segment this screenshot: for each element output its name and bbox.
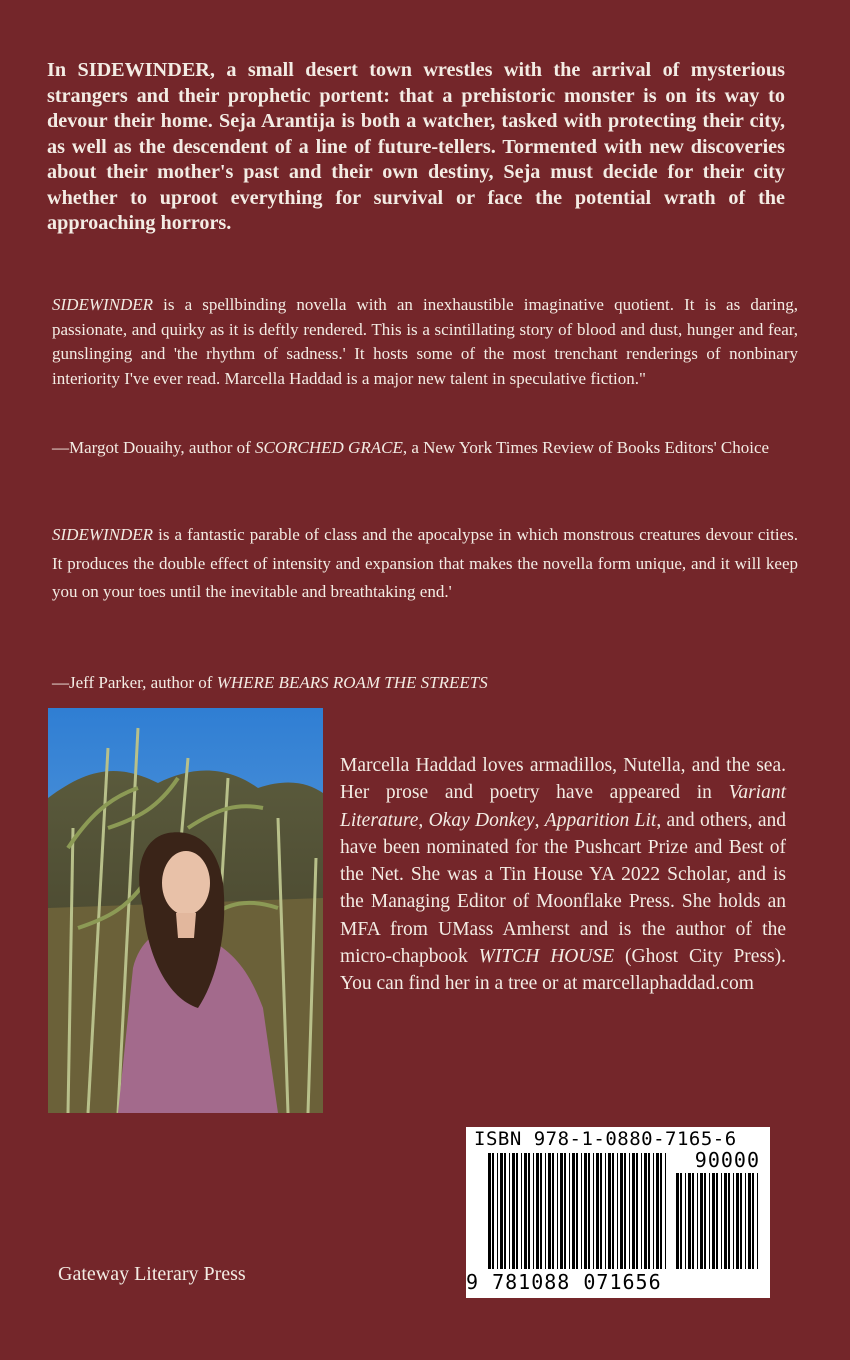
price-code: 90000 xyxy=(694,1148,760,1172)
quote-1-book-title: SIDEWINDER xyxy=(52,295,154,314)
quote-2-book-title: SIDEWINDER xyxy=(52,525,154,544)
author-photo xyxy=(48,708,323,1113)
review-quote-2 xyxy=(52,521,798,607)
bio-text-2: , xyxy=(418,809,429,831)
bio-publication-1: Variant Literature xyxy=(340,782,786,831)
quote-1-text: is a spellbinding novella with an inexhaustible imaginative quotient. It is as daring, passionate, and quirky as it is deftly rendered. This is a scintillating story of blood and dust, hunger and fear, gunslinging and 'the rhythm of sadness.' It hosts some of the most trenchant renderings of nonbinary interiority I've ever read. Marcella Haddad is a major new talent in speculative fiction." xyxy=(52,295,798,388)
bio-chapbook-title: WITCH HOUSE xyxy=(478,946,615,968)
attribution-2-title: WHERE BEARS ROAM THE STREETS xyxy=(216,673,488,692)
attribution-2-prefix: —Jeff Parker, author of xyxy=(52,673,217,692)
bio-text-3: , xyxy=(534,809,545,831)
isbn-barcode xyxy=(466,1127,770,1298)
back-cover-blurb: In SIDEWINDER, a small desert town wrestles with the arrival of mysterious strangers and their prophetic portent: that a prehistoric monster is on its way to devour their home. Seja Arantija is both a watcher, tasked with protecting their city, as well as the descendent of a line of future-tellers. Tormented with new discoveries about their mother's past and their own destiny, Seja must decide for their city whether to uproot everything for survival or face the potential wrath of the approaching horrors. xyxy=(47,59,785,234)
bio-publication-2: Okay Donkey xyxy=(428,809,535,831)
review-attribution-1 xyxy=(52,436,798,461)
author-bio xyxy=(340,752,786,998)
bio-text-1: Marcella Haddad loves armadillos, Nutella, and the sea. Her prose and poetry have appeared in xyxy=(340,755,786,804)
attribution-1-prefix: —Margot Douaihy, author of xyxy=(52,438,256,457)
bio-text-5: (Ghost City Press). You can find her in a tree or at marcellaphaddad.com xyxy=(340,946,786,995)
bio-text-4: , and others, and have been nominated for the Pushcart Prize and Best of the Net. She was a Tin House YA 2022 Scholar, and is the Managing Editor of Moonflake Press. She holds an MFA from UMass Amherst and is the author of the micro-chapbook xyxy=(340,809,786,968)
quote-2-text: is a fantastic parable of class and the apocalypse in which monstrous creatures devour cities. It produces the double effect of intensity and expansion that makes the novella form unique, and it will keep you on your toes until the inevitable and breathtaking end.' xyxy=(52,525,798,601)
barcode-number: 9 781088 071656 xyxy=(466,1270,662,1294)
isbn-text: ISBN 978-1-0880-7165-6 xyxy=(474,1128,737,1150)
review-attribution-2 xyxy=(52,671,488,695)
publisher-name: Gateway Literary Press xyxy=(58,1263,246,1285)
attribution-1-title: SCORCHED GRACE xyxy=(255,438,403,457)
attribution-1-suffix: , a New York Times Review of Books Editors' Choice xyxy=(402,438,770,457)
review-quote-1 xyxy=(52,293,798,391)
bio-publication-3: Apparition Lit xyxy=(544,809,657,831)
